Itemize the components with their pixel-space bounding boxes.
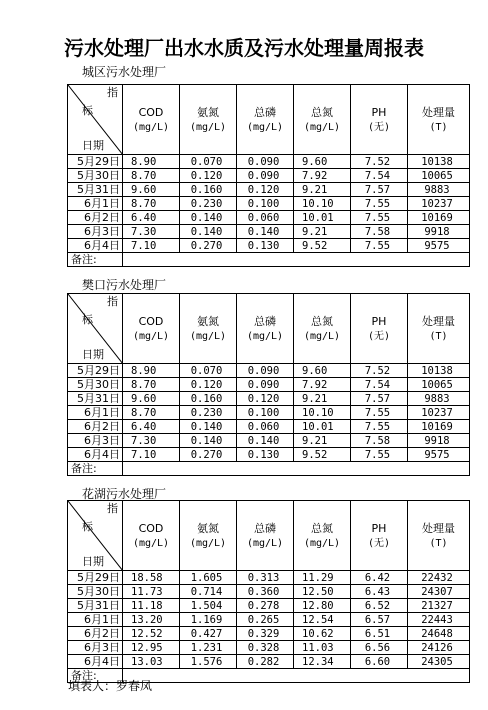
value-cell: 6.56 bbox=[351, 641, 408, 655]
date-cell: 6月3日 bbox=[68, 641, 123, 655]
column-header-unit: (mg/L) bbox=[303, 537, 341, 549]
date-cell: 5月30日 bbox=[68, 169, 123, 183]
value-cell: 12.80 bbox=[294, 599, 351, 613]
value-cell: 12.34 bbox=[294, 655, 351, 669]
table-row bbox=[68, 613, 470, 627]
column-header-unit: (mg/L) bbox=[246, 537, 284, 549]
value-cell: 8.90 bbox=[123, 155, 180, 169]
column-header-unit: (T) bbox=[429, 121, 448, 133]
value-cell: 7.58 bbox=[351, 434, 408, 448]
value-cell: 9.52 bbox=[294, 448, 351, 462]
value-cell: 10237 bbox=[408, 406, 470, 420]
value-cell: 1.605 bbox=[180, 571, 237, 585]
value-cell: 6.52 bbox=[351, 599, 408, 613]
table-row bbox=[68, 155, 470, 169]
value-cell: 0.329 bbox=[237, 627, 294, 641]
value-cell: 9.60 bbox=[123, 183, 180, 197]
value-cell: 0.140 bbox=[180, 225, 237, 239]
corner-label-mid: 标 bbox=[82, 520, 93, 533]
remark-label: 备注: bbox=[68, 462, 123, 476]
date-cell: 6月2日 bbox=[68, 627, 123, 641]
value-cell: 7.10 bbox=[123, 239, 180, 253]
column-header-unit: (mg/L) bbox=[132, 537, 170, 549]
value-cell: 6.57 bbox=[351, 613, 408, 627]
value-cell: 7.55 bbox=[351, 448, 408, 462]
column-header-name: PH bbox=[371, 105, 387, 119]
table-row bbox=[68, 183, 470, 197]
column-header-unit: (mg/L) bbox=[246, 121, 284, 133]
date-cell: 6月2日 bbox=[68, 420, 123, 434]
column-header-name: 总氮 bbox=[311, 314, 333, 328]
value-cell: 0.160 bbox=[180, 183, 237, 197]
value-cell: 11.03 bbox=[294, 641, 351, 655]
date-cell: 6月4日 bbox=[68, 655, 123, 669]
value-cell: 8.70 bbox=[123, 197, 180, 211]
table-row bbox=[68, 420, 470, 434]
value-cell: 10.10 bbox=[294, 197, 351, 211]
water-quality-table bbox=[67, 84, 470, 267]
value-cell: 0.427 bbox=[180, 627, 237, 641]
column-header-name: COD bbox=[138, 314, 164, 328]
value-cell: 6.43 bbox=[351, 585, 408, 599]
column-header bbox=[180, 501, 237, 571]
value-cell: 1.504 bbox=[180, 599, 237, 613]
value-cell: 10138 bbox=[408, 155, 470, 169]
column-header-unit: (mg/L) bbox=[132, 330, 170, 342]
date-cell: 5月31日 bbox=[68, 392, 123, 406]
diagonal-header-cell bbox=[68, 294, 123, 364]
column-header bbox=[294, 294, 351, 364]
value-cell: 12.95 bbox=[123, 641, 180, 655]
page-title: 污水处理厂出水水质及污水处理量周报表 bbox=[64, 36, 424, 60]
value-cell: 7.30 bbox=[123, 225, 180, 239]
column-header-name: 总磷 bbox=[254, 314, 276, 328]
table-row bbox=[68, 211, 470, 225]
column-header-unit: (无) bbox=[367, 330, 391, 342]
value-cell: 0.060 bbox=[237, 211, 294, 225]
value-cell: 0.070 bbox=[180, 364, 237, 378]
column-header bbox=[294, 85, 351, 155]
value-cell: 7.55 bbox=[351, 197, 408, 211]
value-cell: 10237 bbox=[408, 197, 470, 211]
diagonal-header-cell bbox=[68, 85, 123, 155]
value-cell: 9.52 bbox=[294, 239, 351, 253]
table-row bbox=[68, 406, 470, 420]
remark-row bbox=[68, 462, 470, 476]
column-header-name: PH bbox=[371, 521, 387, 535]
value-cell: 7.54 bbox=[351, 169, 408, 183]
column-header-name: 处理量 bbox=[422, 521, 455, 535]
value-cell: 12.52 bbox=[123, 627, 180, 641]
column-header-name: 总磷 bbox=[254, 521, 276, 535]
column-header-name: 处理量 bbox=[422, 314, 455, 328]
value-cell: 13.03 bbox=[123, 655, 180, 669]
value-cell: 0.120 bbox=[237, 392, 294, 406]
table-row bbox=[68, 225, 470, 239]
column-header bbox=[408, 85, 470, 155]
section-title: 城区污水处理厂 bbox=[82, 65, 167, 79]
value-cell: 24648 bbox=[408, 627, 470, 641]
value-cell: 9.21 bbox=[294, 434, 351, 448]
remark-row bbox=[68, 253, 470, 267]
corner-label-date: 日期 bbox=[82, 348, 104, 361]
value-cell: 7.55 bbox=[351, 239, 408, 253]
date-cell: 6月4日 bbox=[68, 448, 123, 462]
value-cell: 0.140 bbox=[180, 420, 237, 434]
column-header bbox=[294, 501, 351, 571]
value-cell: 0.120 bbox=[237, 183, 294, 197]
value-cell: 11.29 bbox=[294, 571, 351, 585]
value-cell: 6.42 bbox=[351, 571, 408, 585]
column-header-name: 处理量 bbox=[422, 105, 455, 119]
value-cell: 7.57 bbox=[351, 392, 408, 406]
date-cell: 5月31日 bbox=[68, 599, 123, 613]
table-row bbox=[68, 239, 470, 253]
table-row bbox=[68, 571, 470, 585]
value-cell: 0.313 bbox=[237, 571, 294, 585]
value-cell: 0.140 bbox=[180, 211, 237, 225]
date-cell: 6月1日 bbox=[68, 613, 123, 627]
value-cell: 11.73 bbox=[123, 585, 180, 599]
value-cell: 0.100 bbox=[237, 406, 294, 420]
value-cell: 9575 bbox=[408, 448, 470, 462]
corner-label-mid: 标 bbox=[82, 313, 93, 326]
value-cell: 7.58 bbox=[351, 225, 408, 239]
column-header-unit: (mg/L) bbox=[303, 330, 341, 342]
value-cell: 9883 bbox=[408, 183, 470, 197]
column-header-name: 氨氮 bbox=[197, 521, 219, 535]
reporter-label: 填表人：罗春凤 bbox=[68, 679, 153, 693]
column-header-name: 总氮 bbox=[311, 105, 333, 119]
value-cell: 10065 bbox=[408, 378, 470, 392]
value-cell: 10169 bbox=[408, 211, 470, 225]
column-header bbox=[351, 85, 408, 155]
value-cell: 9.21 bbox=[294, 392, 351, 406]
value-cell: 9.21 bbox=[294, 183, 351, 197]
column-header-unit: (T) bbox=[429, 537, 448, 549]
table-row bbox=[68, 392, 470, 406]
value-cell: 6.40 bbox=[123, 420, 180, 434]
value-cell: 18.58 bbox=[123, 571, 180, 585]
table-row bbox=[68, 448, 470, 462]
value-cell: 7.52 bbox=[351, 364, 408, 378]
value-cell: 9.60 bbox=[123, 392, 180, 406]
value-cell: 0.160 bbox=[180, 392, 237, 406]
value-cell: 7.57 bbox=[351, 183, 408, 197]
value-cell: 7.52 bbox=[351, 155, 408, 169]
column-header-name: 氨氮 bbox=[197, 105, 219, 119]
value-cell: 0.120 bbox=[180, 169, 237, 183]
table-row bbox=[68, 364, 470, 378]
column-header bbox=[237, 294, 294, 364]
date-cell: 6月1日 bbox=[68, 197, 123, 211]
value-cell: 12.50 bbox=[294, 585, 351, 599]
column-header bbox=[351, 294, 408, 364]
corner-label-mid: 标 bbox=[82, 104, 93, 117]
value-cell: 0.265 bbox=[237, 613, 294, 627]
column-header-unit: (无) bbox=[367, 537, 391, 549]
value-cell: 0.714 bbox=[180, 585, 237, 599]
table-row bbox=[68, 599, 470, 613]
remark-label: 备注: bbox=[68, 669, 123, 683]
column-header-unit: (无) bbox=[367, 121, 391, 133]
table-row bbox=[68, 627, 470, 641]
value-cell: 7.54 bbox=[351, 378, 408, 392]
water-quality-table bbox=[67, 500, 470, 683]
table-header-row bbox=[68, 85, 470, 155]
date-cell: 5月30日 bbox=[68, 585, 123, 599]
table-row bbox=[68, 585, 470, 599]
value-cell: 6.40 bbox=[123, 211, 180, 225]
value-cell: 7.55 bbox=[351, 420, 408, 434]
value-cell: 9918 bbox=[408, 225, 470, 239]
table-row bbox=[68, 197, 470, 211]
corner-label-top: 指 bbox=[107, 86, 118, 99]
column-header-unit: (mg/L) bbox=[189, 330, 227, 342]
table-row bbox=[68, 641, 470, 655]
remark-value bbox=[123, 462, 470, 476]
column-header-unit: (mg/L) bbox=[189, 121, 227, 133]
value-cell: 24126 bbox=[408, 641, 470, 655]
value-cell: 22432 bbox=[408, 571, 470, 585]
remark-value bbox=[123, 669, 470, 683]
value-cell: 9.60 bbox=[294, 364, 351, 378]
value-cell: 8.70 bbox=[123, 169, 180, 183]
date-cell: 5月29日 bbox=[68, 571, 123, 585]
value-cell: 6.60 bbox=[351, 655, 408, 669]
value-cell: 8.70 bbox=[123, 406, 180, 420]
remark-label: 备注: bbox=[68, 253, 123, 267]
value-cell: 0.090 bbox=[237, 155, 294, 169]
value-cell: 0.282 bbox=[237, 655, 294, 669]
value-cell: 0.120 bbox=[180, 378, 237, 392]
table-row bbox=[68, 434, 470, 448]
value-cell: 0.140 bbox=[180, 434, 237, 448]
value-cell: 9883 bbox=[408, 392, 470, 406]
value-cell: 10.62 bbox=[294, 627, 351, 641]
value-cell: 0.060 bbox=[237, 420, 294, 434]
table-row bbox=[68, 655, 470, 669]
value-cell: 7.30 bbox=[123, 434, 180, 448]
value-cell: 24307 bbox=[408, 585, 470, 599]
value-cell: 6.51 bbox=[351, 627, 408, 641]
water-quality-table bbox=[67, 293, 470, 476]
value-cell: 8.70 bbox=[123, 378, 180, 392]
date-cell: 6月2日 bbox=[68, 211, 123, 225]
value-cell: 9575 bbox=[408, 239, 470, 253]
column-header-name: 总氮 bbox=[311, 521, 333, 535]
corner-label-top: 指 bbox=[107, 502, 118, 515]
value-cell: 0.090 bbox=[237, 169, 294, 183]
column-header-unit: (mg/L) bbox=[189, 537, 227, 549]
value-cell: 12.54 bbox=[294, 613, 351, 627]
table-header-row bbox=[68, 501, 470, 571]
date-cell: 5月29日 bbox=[68, 155, 123, 169]
column-header-unit: (mg/L) bbox=[246, 330, 284, 342]
value-cell: 0.270 bbox=[180, 448, 237, 462]
corner-label-date: 日期 bbox=[82, 139, 104, 152]
value-cell: 0.328 bbox=[237, 641, 294, 655]
column-header bbox=[123, 501, 180, 571]
value-cell: 0.270 bbox=[180, 239, 237, 253]
value-cell: 7.55 bbox=[351, 211, 408, 225]
value-cell: 24305 bbox=[408, 655, 470, 669]
date-cell: 6月3日 bbox=[68, 225, 123, 239]
value-cell: 0.100 bbox=[237, 197, 294, 211]
column-header bbox=[408, 294, 470, 364]
value-cell: 9.60 bbox=[294, 155, 351, 169]
table-row bbox=[68, 378, 470, 392]
value-cell: 10.10 bbox=[294, 406, 351, 420]
value-cell: 7.92 bbox=[294, 378, 351, 392]
value-cell: 22443 bbox=[408, 613, 470, 627]
value-cell: 7.92 bbox=[294, 169, 351, 183]
value-cell: 0.360 bbox=[237, 585, 294, 599]
remark-value bbox=[123, 253, 470, 267]
value-cell: 8.90 bbox=[123, 364, 180, 378]
date-cell: 5月31日 bbox=[68, 183, 123, 197]
column-header bbox=[408, 501, 470, 571]
value-cell: 1.576 bbox=[180, 655, 237, 669]
value-cell: 9.21 bbox=[294, 225, 351, 239]
column-header-name: PH bbox=[371, 314, 387, 328]
date-cell: 6月3日 bbox=[68, 434, 123, 448]
value-cell: 11.18 bbox=[123, 599, 180, 613]
value-cell: 10169 bbox=[408, 420, 470, 434]
column-header-name: 氨氮 bbox=[197, 314, 219, 328]
value-cell: 0.230 bbox=[180, 406, 237, 420]
value-cell: 0.090 bbox=[237, 364, 294, 378]
column-header-name: 总磷 bbox=[254, 105, 276, 119]
value-cell: 13.20 bbox=[123, 613, 180, 627]
value-cell: 0.130 bbox=[237, 448, 294, 462]
value-cell: 0.090 bbox=[237, 378, 294, 392]
value-cell: 0.140 bbox=[237, 434, 294, 448]
column-header-name: COD bbox=[138, 521, 164, 535]
corner-label-top: 指 bbox=[107, 295, 118, 308]
column-header bbox=[123, 85, 180, 155]
column-header-unit: (mg/L) bbox=[132, 121, 170, 133]
value-cell: 10065 bbox=[408, 169, 470, 183]
column-header-name: COD bbox=[138, 105, 164, 119]
value-cell: 1.169 bbox=[180, 613, 237, 627]
value-cell: 7.55 bbox=[351, 406, 408, 420]
column-header bbox=[123, 294, 180, 364]
date-cell: 5月30日 bbox=[68, 378, 123, 392]
value-cell: 0.070 bbox=[180, 155, 237, 169]
value-cell: 1.231 bbox=[180, 641, 237, 655]
table-row bbox=[68, 169, 470, 183]
value-cell: 9918 bbox=[408, 434, 470, 448]
date-cell: 6月1日 bbox=[68, 406, 123, 420]
corner-label-date: 日期 bbox=[82, 555, 104, 568]
column-header-unit: (mg/L) bbox=[303, 121, 341, 133]
table-header-row bbox=[68, 294, 470, 364]
value-cell: 0.278 bbox=[237, 599, 294, 613]
column-header bbox=[180, 294, 237, 364]
value-cell: 21327 bbox=[408, 599, 470, 613]
value-cell: 0.130 bbox=[237, 239, 294, 253]
column-header bbox=[351, 501, 408, 571]
value-cell: 0.140 bbox=[237, 225, 294, 239]
column-header bbox=[180, 85, 237, 155]
value-cell: 10138 bbox=[408, 364, 470, 378]
date-cell: 6月4日 bbox=[68, 239, 123, 253]
diagonal-header-cell bbox=[68, 501, 123, 571]
value-cell: 0.230 bbox=[180, 197, 237, 211]
column-header bbox=[237, 85, 294, 155]
value-cell: 10.01 bbox=[294, 420, 351, 434]
value-cell: 7.10 bbox=[123, 448, 180, 462]
column-header bbox=[237, 501, 294, 571]
section-title: 樊口污水处理厂 bbox=[82, 278, 167, 292]
date-cell: 5月29日 bbox=[68, 364, 123, 378]
column-header-unit: (T) bbox=[429, 330, 448, 342]
section-title: 花湖污水处理厂 bbox=[82, 487, 167, 501]
value-cell: 10.01 bbox=[294, 211, 351, 225]
